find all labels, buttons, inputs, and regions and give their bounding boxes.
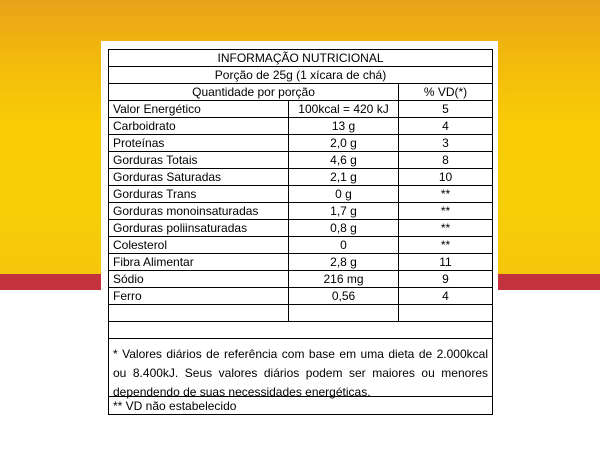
nutrient-vd: 4	[442, 289, 449, 303]
nutrient-name: Colesterol	[109, 237, 289, 253]
nutrient-vd: 4	[442, 119, 449, 133]
nutrient-name: Carboidrato	[109, 118, 289, 134]
table-row	[109, 169, 492, 186]
table-row	[109, 254, 492, 271]
nutrient-vd: 3	[442, 136, 449, 150]
header-row	[109, 84, 492, 101]
footnote: * Valores diários de referência com base em uma dieta de 2.000kcal ou 8.400kJ. Seus valores diários podem ser maiores ou menores dependendo de suas necessidades energéticas.	[109, 339, 492, 397]
table-row	[109, 288, 492, 305]
nutrient-amount: 4,6 g	[289, 152, 399, 168]
nutrient-amount: 1,7 g	[289, 203, 399, 219]
nutrient-vd: 10	[438, 170, 453, 184]
table-row	[109, 101, 492, 118]
nutrient-name: Gorduras Trans	[109, 186, 289, 202]
nutrient-rows	[109, 101, 492, 305]
footnote-vd: ** VD não estabelecido	[113, 399, 237, 413]
table-title: INFORMAÇÃO NUTRICIONAL	[217, 51, 384, 65]
nutrient-vd: **	[440, 221, 451, 235]
table-row	[109, 220, 492, 237]
nutrient-amount: 0,56	[289, 288, 399, 304]
empty-cell-1	[109, 305, 289, 321]
nutrient-name: Fibra Alimentar	[109, 254, 289, 270]
nutrient-name: Gorduras monoinsaturadas	[109, 203, 289, 219]
portion-row	[109, 67, 492, 84]
nutrient-name: Sódio	[109, 271, 289, 287]
header-quantity: Quantidade por porção	[109, 84, 399, 100]
nutrient-amount: 0	[289, 237, 399, 253]
nutrient-amount: 0 g	[289, 186, 399, 202]
nutrient-amount: 100kcal = 420 kJ	[289, 101, 399, 117]
nutrient-vd: **	[440, 204, 451, 218]
nutrient-amount: 2,1 g	[289, 169, 399, 185]
table-row	[109, 203, 492, 220]
empty-cell-3	[399, 305, 492, 321]
table-title-row	[109, 50, 492, 67]
nutrient-name: Gorduras poliinsaturadas	[109, 220, 289, 236]
table-row	[109, 271, 492, 288]
nutrient-vd: **	[440, 238, 451, 252]
table-row	[109, 152, 492, 169]
nutrient-amount: 2,8 g	[289, 254, 399, 270]
nutrient-name: Valor Energético	[109, 101, 289, 117]
nutrient-vd: 11	[439, 255, 452, 269]
nutrition-table	[108, 49, 493, 415]
nutrient-vd: **	[440, 187, 451, 201]
portion-text: Porção de 25g (1 xícara de chá)	[214, 68, 387, 82]
nutrient-amount: 216 mg	[289, 271, 399, 287]
table-row	[109, 135, 492, 152]
nutrient-vd: 9	[442, 272, 449, 286]
spacer-row	[109, 322, 492, 339]
nutrient-name: Ferro	[109, 288, 289, 304]
nutrient-amount: 2,0 g	[289, 135, 399, 151]
table-row	[109, 237, 492, 254]
nutrient-amount: 13 g	[289, 118, 399, 134]
nutrient-name: Proteínas	[109, 135, 289, 151]
empty-row	[109, 305, 492, 322]
nutrient-vd: 8	[442, 153, 449, 167]
header-vd: % VD(*)	[423, 85, 468, 99]
nutrient-name: Gorduras Saturadas	[109, 169, 289, 185]
table-row	[109, 118, 492, 135]
nutrient-vd: 5	[442, 102, 449, 116]
nutrient-name: Gorduras Totais	[109, 152, 289, 168]
empty-cell-2	[289, 305, 399, 321]
table-row	[109, 186, 492, 203]
nutrient-amount: 0,8 g	[289, 220, 399, 236]
